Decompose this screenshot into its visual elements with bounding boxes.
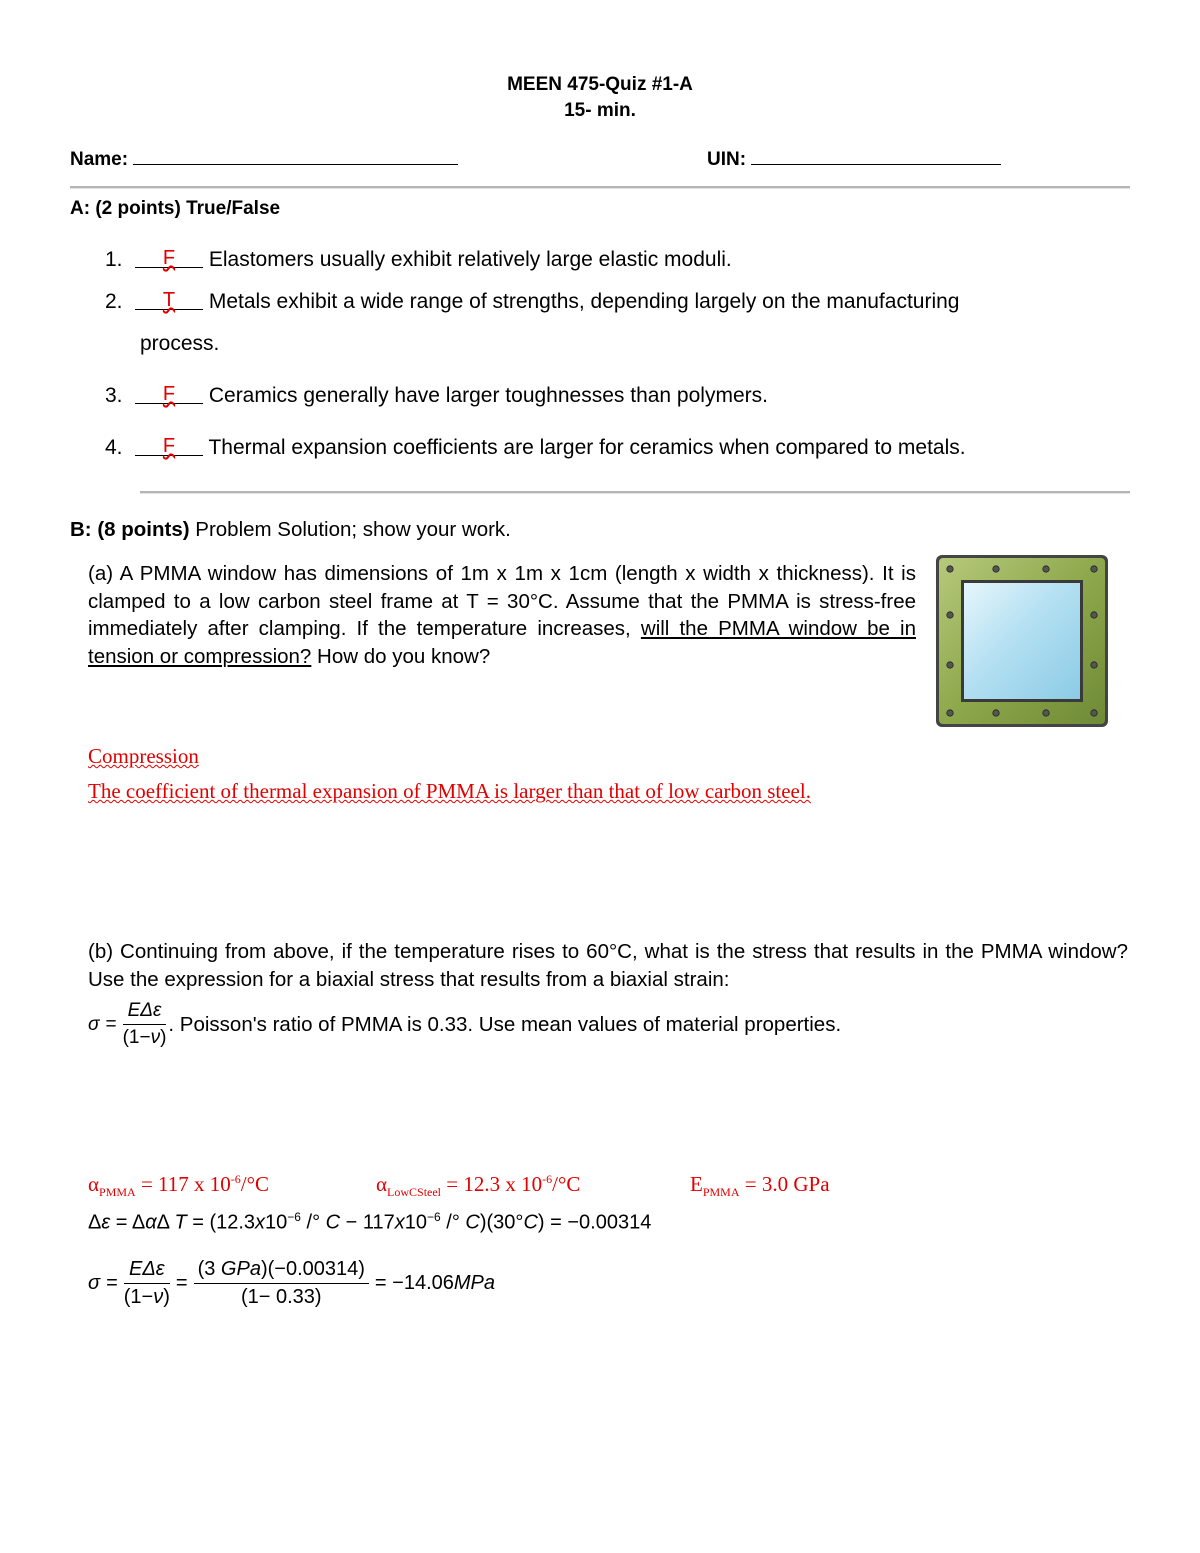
name-blank[interactable] [133, 148, 458, 165]
alpha-low-carbon-steel: $\alpha_{LowCSteel} = 12.3$ x $10^{-6}/^\circ C$ [376, 1172, 581, 1200]
tf-text-1: Elastomers usually exhibit relatively large elastic moduli. [208, 248, 732, 271]
tf-text-4: Thermal expansion coefficients are larger for ceramics when compared to metals. [208, 436, 966, 459]
stress-unit: MPa [453, 1272, 496, 1294]
answer-1: F [162, 247, 176, 269]
uin-label: UIN: [707, 149, 747, 170]
answer-3: F [162, 383, 176, 405]
stress-formula-line: σ = $\frac{\text{EΔε}}{(1-\nu)}$ . Poisson's ratio of PMMA is 0.33. Use mean values of material properties. [88, 1000, 842, 1048]
part-a-answer-2: The coefficient of thermal expansion of PMMA is larger than that of low carbon steel. [88, 779, 811, 803]
quiz-title: MEEN 475-Quiz #1-A [507, 74, 693, 95]
e-pmma: $E_{PMMA} = 3.0$ GPa [690, 1172, 830, 1200]
formula-note: . Poisson's ratio of PMMA is 0.33. Use mean values of material properties. [168, 1012, 842, 1036]
pmma-glass [964, 583, 1080, 699]
part-a-answer-1: Compression [88, 744, 199, 768]
answer-blank-3[interactable] [135, 382, 203, 404]
stress-formula-fraction: $\frac{\text{EΔε}}{(1-\nu)}$ [122, 1000, 167, 1048]
part-a-question: (a) A PMMA window has dimensions of 1m x 1m x 1cm (length x width x thickness). It is clamped to a low carbon steel frame at T = 30°C. Assume that the PMMA is stress-free immediately after clamping. If the temperature increases, will the PMMA window be in tension or compression? How do you know? [88, 562, 917, 668]
name-field[interactable] [70, 148, 458, 171]
tf-item-3: 3. F Ceramics generally have larger toughnesses than polymers. [105, 383, 768, 407]
stress-fraction-2: $\frac{\text{(3 GPa)(−0.00314)}}{(1- 0.33)}$ [194, 1258, 369, 1309]
answer-blank-2[interactable] [135, 288, 203, 310]
stress-fraction-1: $\frac{\text{EΔε}}{(1-\nu)}$ [123, 1258, 170, 1308]
divider-mid [140, 491, 1130, 494]
uin-blank[interactable] [751, 148, 1001, 165]
answer-4: F [162, 435, 176, 457]
part-b-question: (b) Continuing from above, if the temperature rises to 60°C, what is the stress that results in the PMMA window? Use the expression for a biaxial stress that results from a biaxial strain: [88, 940, 1128, 991]
stress-result: = −14.06 [374, 1272, 454, 1294]
sigma-symbol: σ [88, 1013, 100, 1035]
divider-top [70, 186, 1130, 189]
quiz-duration: 15- min. [564, 100, 636, 121]
pmma-window-frame-illustration [934, 553, 1110, 729]
tf-item-4: 4. F Thermal expansion coefficients are larger for ceramics when compared to metals. [105, 435, 966, 459]
part-a-question-underlined: will the PMMA window be in tension or compression? [88, 617, 917, 668]
tf-text-2: Metals exhibit a wide range of strengths, depending largely on the manufacturing [208, 290, 960, 313]
tf-text-3: Ceramics generally have larger toughnesses than polymers. [208, 384, 768, 407]
answer-blank-4[interactable] [135, 434, 203, 456]
tf-text-2-cont: process. [140, 332, 220, 355]
answer-2: T [162, 289, 176, 311]
strain-result: = −0.00314 [550, 1211, 652, 1234]
stress-calculation: σ = $\frac{\text{EΔε}}{(1-\nu)}$ = $\frac{\text{(3 GPa)(−0.00314)}}{(1- 0.33)}$ = −14.06 MPa [88, 1258, 496, 1308]
tf-item-2: 2. T Metals exhibit a wide range of strengths, depending largely on the manufacturing [105, 289, 960, 313]
tf-item-1: 1. F Elastomers usually exhibit relatively large elastic moduli. [105, 247, 732, 271]
strain-calculation: Δε = ΔαΔ $T = (12.3x10^{-6}$ /° $C - 117x10^{-6}$ /° C)(30°C) = −0.00314 [88, 1210, 652, 1234]
answer-blank-1[interactable] [135, 246, 203, 268]
section-a-heading: A: (2 points) True/False [70, 198, 281, 219]
name-label: Name: [70, 149, 129, 170]
section-b-heading: B: (8 points) Problem Solution; show your work. [70, 518, 511, 541]
uin-field[interactable] [707, 148, 1001, 171]
alpha-pmma: $\alpha_{PMMA} = 117$ x $10^{-6}/^\circ C$ [88, 1172, 270, 1200]
